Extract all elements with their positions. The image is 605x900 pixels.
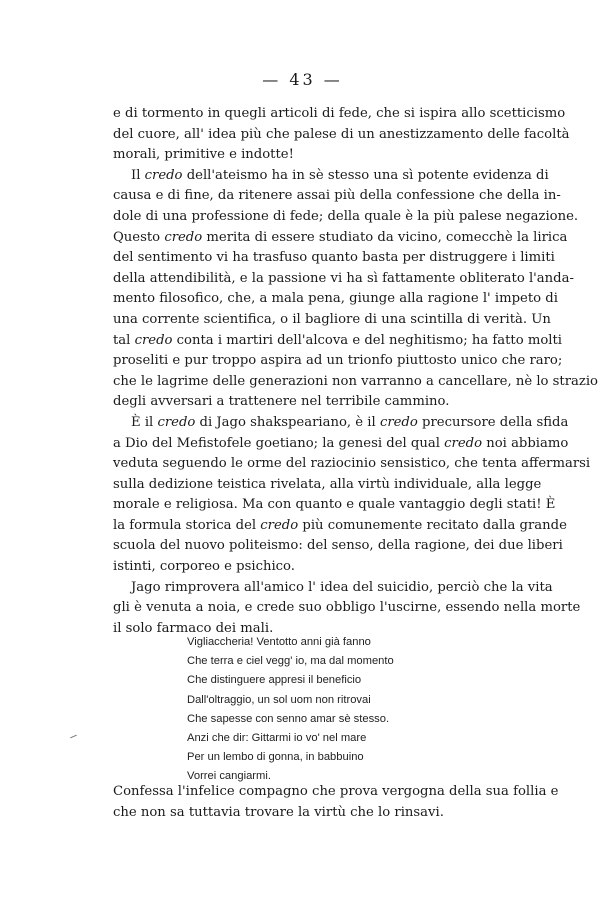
text-line: della attendibilità, e la passione vi ha sì fattamente obliterato l'anda- bbox=[113, 270, 574, 286]
text-line: veduta seguendo le orme del raziocinio sensistico, che tenta affermarsi bbox=[113, 456, 591, 472]
poem-verse: Dall'oltraggio, un sol uom non ritrovai bbox=[187, 693, 371, 706]
text-line: Jago rimprovera all'amico l' idea del suicidio, perciò che la vita bbox=[131, 579, 553, 595]
poem-verse: Per un lembo di gonna, in babbuino bbox=[187, 751, 364, 764]
text-line: dole di una professione di fede; della quale è la più palese negazione. bbox=[113, 208, 579, 224]
text-line: che non sa tuttavia trovare la virtù che lo rinsavi. bbox=[113, 804, 444, 820]
text-line: la formula storica del credo più comunemente recitato dalla grande bbox=[113, 517, 567, 533]
text-line: scuola del nuovo politeismo: del senso, della ragione, dei due liberi bbox=[113, 538, 563, 554]
text-line: degli avversari a trattenere nel terribile cammino. bbox=[113, 394, 450, 410]
paragraph-1 bbox=[113, 104, 570, 166]
poem-verse: Che distinguere appresi il beneficio bbox=[187, 674, 362, 687]
poem-quotation bbox=[187, 633, 394, 787]
text-line: causa e di fine, da ritenere assai più della confessione che della in- bbox=[113, 188, 561, 204]
closing-paragraph bbox=[113, 782, 559, 823]
text-line: mento filosofico, che, a mala pena, giunge alla ragione l' impeto di bbox=[113, 291, 558, 307]
text-line: del sentimento vi ha trasfuso quanto basta per distruggere i limiti bbox=[113, 250, 555, 266]
text-line: sulla dedizione teistica rivelata, alla virtù individuale, alla legge bbox=[113, 476, 542, 492]
text-line: gli è venuta a noia, e crede suo obbligo l'uscirne, essendo nella morte bbox=[113, 600, 581, 616]
paragraph-4 bbox=[113, 578, 581, 640]
text-line: istinti, corporeo e psichico. bbox=[113, 559, 295, 575]
text-line: a Dio del Mefistofele goetiano; la genesi del qual credo noi abbiamo bbox=[113, 435, 569, 451]
text-line: morali, primitive e indotte! bbox=[113, 147, 294, 163]
text-line: proseliti e pur troppo aspira ad un trionfo piuttosto unico che raro; bbox=[113, 353, 563, 369]
margin-mark bbox=[70, 735, 77, 739]
text-line: morale e religiosa. Ma con quanto e quale vantaggio degli stati! È bbox=[113, 497, 556, 513]
text-line: tal credo conta i martiri dell'alcova e del neghitismo; ha fatto molti bbox=[113, 332, 563, 348]
body-text bbox=[113, 104, 599, 639]
text-line: È il credo di Jago shakspeariano, è il credo precursore della sfida bbox=[131, 414, 569, 430]
poem-verse: Che sapesse con senno amar sè stesso. bbox=[187, 712, 390, 725]
text-line: e di tormento in quegli articoli di fede, che si ispira allo scetticismo bbox=[113, 106, 566, 121]
text-line: del cuore, all' idea più che palese di un anestizzamento delle facoltà bbox=[113, 126, 570, 142]
page-number: — 43 — bbox=[262, 70, 343, 89]
paragraph-2 bbox=[113, 166, 599, 413]
text-line: Confessa l'infelice compagno che prova vergogna della sua follia e bbox=[113, 784, 559, 799]
text-line: Il credo dell'ateismo ha in sè stesso una sì potente evidenza di bbox=[131, 167, 549, 183]
poem-verse: Vigliaccheria! Ventotto anni già fanno bbox=[187, 636, 371, 648]
poem-verse: Che terra e ciel vegg' io, ma dal momento bbox=[187, 655, 394, 668]
paragraph-3 bbox=[113, 413, 591, 578]
text-line: Questo credo merita di essere studiato da vicino, comecchè la lirica bbox=[113, 229, 568, 245]
poem-verse: Anzi che dir: Gittarmi io vo' nel mare bbox=[187, 732, 367, 745]
text-line: una corrente scientifica, o il bagliore di una scintilla di verità. Un bbox=[113, 311, 551, 327]
poem-verse: Vorrei cangiarmi. bbox=[187, 770, 271, 783]
text-line: che le lagrime delle generazioni non varranno a cancellare, nè lo strazio bbox=[113, 373, 599, 389]
text-line: il solo farmaco dei mali. bbox=[113, 620, 274, 636]
